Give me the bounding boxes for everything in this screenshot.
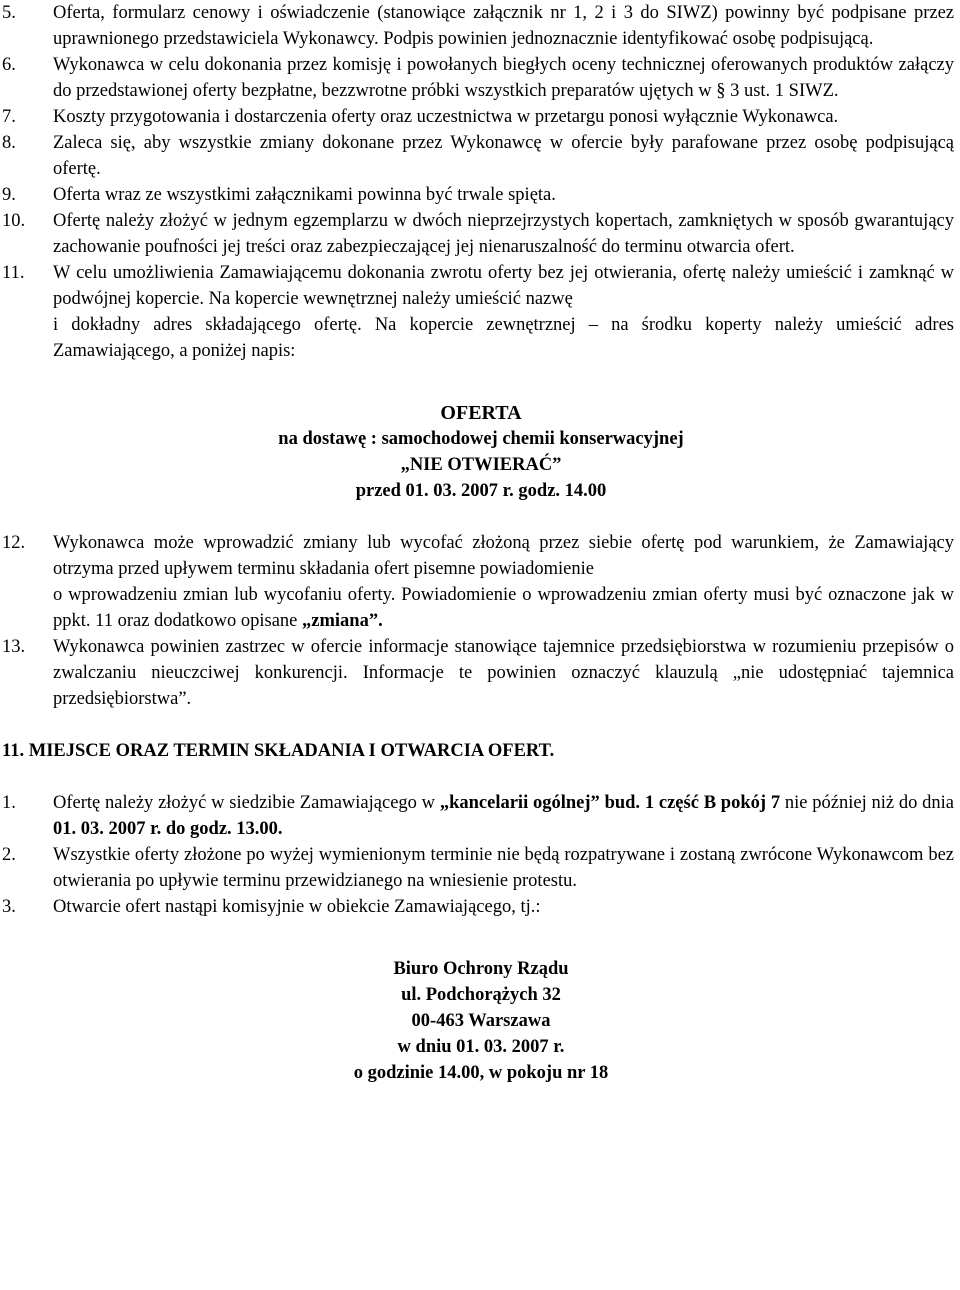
envelope-deadline: przed 01. 03. 2007 r. godz. 14.00 (355, 481, 607, 501)
list-item (2, 842, 954, 894)
section-heading: 11. MIEJSCE ORAZ TERMIN SKŁADANIA I OTWARCIA OFERT. (2, 741, 555, 761)
list-item (2, 130, 954, 182)
item-text: Oferta wraz ze wszystkimi załącznikami powinna być trwale spięta. (53, 185, 556, 205)
item-number: 5. (2, 3, 16, 23)
address-line: Biuro Ochrony Rządu (393, 959, 569, 979)
item-text: Oferta, formularz cenowy i oświadczenie (stanowiące załącznik nr 1, 2 i 3 do SIWZ) powinny być podpisane przez uprawnionego przedstawiciela Wykonawcy. Podpis powinien jednoznacznie identyfikować osobę podpisującą. (53, 3, 954, 49)
item-number: 1. (2, 793, 16, 813)
item-text (53, 790, 954, 842)
envelope-title: OFERTA (440, 402, 522, 424)
list-item (2, 0, 954, 52)
item-text (53, 582, 954, 634)
item-number: 11. (2, 263, 25, 283)
address-line: 00-463 Warszawa (411, 1011, 551, 1031)
list-item (2, 530, 954, 634)
item-text: Wykonawca powinien zastrzec w ofercie informacje stanowiące tajemnice przedsiębiorstwa w rozumieniu przepisów o zwalczaniu nieuczciwej konkurencji. Informacje te powinien oznaczyć klauzulą „nie udostępniać tajemnica przedsiębiorstwa”. (53, 637, 954, 709)
item-number: 8. (2, 133, 16, 153)
item-text: Wszystkie oferty złożone po wyżej wymienionym terminie nie będą rozpatrywane i zostaną zwrócone Wykonawcom bez otwierania po upływie terminu przewidzianego na wniesienie protestu. (53, 845, 954, 891)
address-line: o godzinie 14.00, w pokoju nr 18 (353, 1063, 609, 1083)
item-number: 12. (2, 533, 26, 553)
item-text: Koszty przygotowania i dostarczenia oferty oraz uczestnictwa w przetargu ponosi wyłącznie Wykonawca. (53, 107, 839, 127)
item-text: Wykonawca w celu dokonania przez komisję i powołanych biegłych oceny technicznej oferowanych produktów załączy do przedstawionej oferty bezpłatne, bezzwrotne próbki wszystkich preparatów ujętych w § 3 ust. 1 SIWZ. (53, 55, 954, 101)
list-item (2, 894, 954, 920)
envelope-do-not-open: „NIE OTWIERAĆ” (400, 455, 562, 475)
list-item (2, 790, 954, 842)
item-number: 7. (2, 107, 16, 127)
item-text-part: o wprowadzeniu zmian lub wycofaniu oferty. Powiadomienie o wprowadzeniu zmian oferty musi być oznaczone jak w ppkt. 11 oraz dodatkowo opisane (53, 585, 954, 631)
item-text-part: nie później niż do dnia (780, 793, 954, 813)
list-item (2, 260, 954, 364)
address-line: w dniu 01. 03. 2007 r. (397, 1037, 565, 1057)
emphasis-text: „zmiana”. (302, 611, 383, 631)
item-text-part: Ofertę należy złożyć w siedzibie Zamawiającego w (53, 793, 440, 813)
item-number: 10. (2, 211, 26, 231)
list-item (2, 52, 954, 104)
item-text: Ofertę należy złożyć w jednym egzemplarzu w dwóch nieprzejrzystych kopertach, zamkniętych w sposób gwarantujący zachowanie poufności jej treści oraz zabezpieczającej jej nienaruszalność do terminu otwarcia ofert. (53, 211, 954, 257)
list-item (2, 634, 954, 712)
item-number: 6. (2, 55, 16, 75)
item-number: 2. (2, 845, 16, 865)
item-text: Wykonawca może wprowadzić zmiany lub wycofać złożoną przez siebie ofertę pod warunkiem, że Zamawiający otrzyma przed upływem terminu składania ofert pisemne powiadomienie (53, 533, 954, 579)
list-item (2, 182, 954, 208)
item-number: 9. (2, 185, 16, 205)
item-text: W celu umożliwienia Zamawiającemu dokonania zwrotu oferty bez jej otwierania, ofertę należy umieścić i zamknąć w podwójnej kopercie. Na kopercie wewnętrznej należy umieścić nazwę (53, 263, 954, 309)
list-item (2, 104, 954, 130)
item-text: i dokładny adres składającego ofertę. Na kopercie zewnętrznej – na środku koperty należy umieścić adres Zamawiającego, a poniżej napis: (53, 315, 954, 361)
item-number: 13. (2, 637, 26, 657)
envelope-subject: na dostawę : samochodowej chemii konserwacyjnej (278, 429, 684, 449)
emphasis-text: 01. 03. 2007 r. do godz. 13.00. (53, 819, 283, 839)
item-text: Otwarcie ofert nastąpi komisyjnie w obiekcie Zamawiającego, tj.: (53, 897, 541, 917)
item-number: 3. (2, 897, 16, 917)
item-text: Zaleca się, aby wszystkie zmiany dokonane przez Wykonawcę w ofercie były parafowane przez osobę podpisującą ofertę. (53, 133, 954, 179)
address-line: ul. Podchorążych 32 (401, 985, 561, 1005)
emphasis-text: „kancelarii ogólnej” bud. 1 część B pokój 7 (439, 793, 781, 813)
list-item (2, 208, 954, 260)
